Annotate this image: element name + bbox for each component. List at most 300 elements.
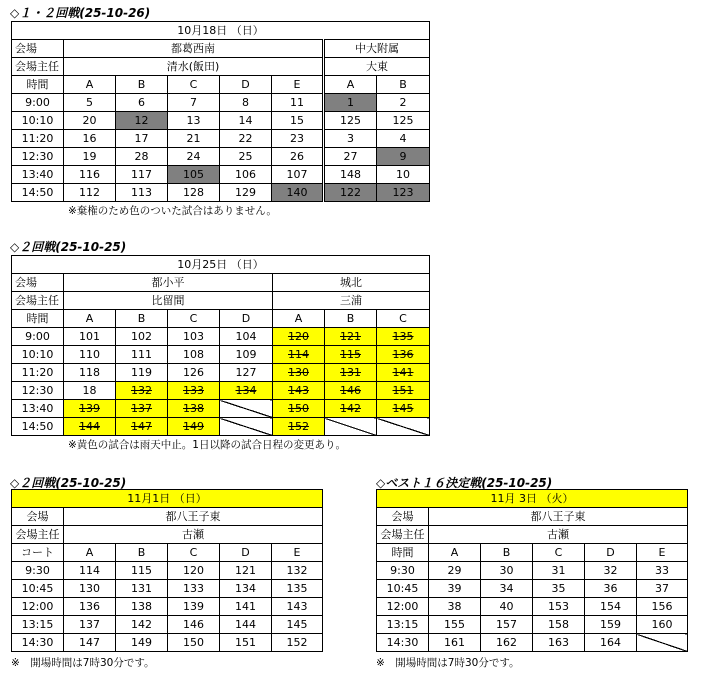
match-number: 20 [82, 113, 97, 127]
match-cell [64, 166, 116, 184]
host-name: 比留間 [64, 292, 273, 310]
match-cell [272, 598, 323, 616]
match-number: 136 [392, 347, 414, 361]
date-header: 10月18日 （日） [12, 22, 430, 40]
match-cell [168, 382, 220, 400]
match-cell [116, 400, 168, 418]
match-cell [116, 346, 168, 364]
time-cell: 9:30 [377, 562, 429, 580]
match-cell [220, 184, 272, 202]
match-number: 145 [392, 401, 414, 415]
match-number: 117 [131, 167, 152, 181]
table-row [12, 580, 323, 598]
court-header-label: コート [12, 544, 64, 562]
section-title: ◇２回戦(25-10-25) [10, 240, 127, 254]
match-cell [220, 166, 272, 184]
match-number: 163 [548, 635, 569, 649]
match-cell [481, 562, 533, 580]
host-name: 大東 [324, 58, 430, 76]
match-number: 9 [399, 149, 407, 163]
match-cell [64, 364, 116, 382]
venue-name: 都八王子東 [64, 508, 323, 526]
match-number: 33 [655, 563, 669, 577]
match-number: 38 [447, 599, 462, 613]
match-number: 15 [290, 113, 304, 127]
match-cell [116, 616, 168, 634]
empty-slot-cell [325, 418, 377, 436]
match-number: 146 [340, 383, 361, 397]
match-number: 7 [190, 95, 197, 109]
match-number: 134 [235, 581, 256, 595]
match-number: 118 [79, 365, 100, 379]
match-number: 136 [79, 599, 100, 613]
court-label: B [481, 544, 533, 562]
match-number: 19 [82, 149, 97, 163]
table-row [377, 616, 688, 634]
match-cell [377, 382, 430, 400]
match-number: 1 [347, 95, 354, 109]
match-number: 32 [603, 563, 618, 577]
match-number: 27 [343, 149, 358, 163]
court-label: C [533, 544, 585, 562]
table-row [12, 148, 430, 166]
match-number: 125 [340, 113, 361, 127]
match-cell [168, 346, 220, 364]
match-cell [168, 580, 220, 598]
match-cell [637, 580, 688, 598]
match-number: 111 [131, 347, 152, 361]
date-header: 11月1日 （日） [12, 490, 323, 508]
match-cell [533, 634, 585, 652]
match-cell [116, 148, 168, 166]
time-cell: 14:30 [12, 634, 64, 652]
match-cell [325, 364, 377, 382]
match-cell [116, 328, 168, 346]
match-cell [481, 634, 533, 652]
match-cell [116, 130, 168, 148]
time-cell: 14:50 [12, 418, 64, 436]
court-label: C [168, 310, 220, 328]
match-cell [116, 184, 168, 202]
host-name: 清水(飯田) [64, 58, 324, 76]
match-number: 138 [183, 401, 204, 415]
match-number: 115 [131, 563, 152, 577]
empty-slot-cell [637, 634, 688, 652]
match-number: 138 [131, 599, 152, 613]
match-number: 31 [551, 563, 566, 577]
match-number: 39 [447, 581, 462, 595]
court-label: B [116, 76, 168, 94]
time-cell: 13:15 [12, 616, 64, 634]
match-number: 36 [603, 581, 618, 595]
match-number: 127 [235, 365, 257, 379]
time-label: 時間 [12, 310, 64, 328]
match-number: 18 [82, 383, 97, 397]
match-cell [377, 184, 430, 202]
match-cell [64, 94, 116, 112]
match-cell [168, 400, 220, 418]
match-cell [64, 328, 116, 346]
match-number: 156 [651, 599, 673, 613]
table-row [377, 562, 688, 580]
match-cell [64, 184, 116, 202]
match-number: 149 [183, 419, 204, 433]
match-cell [377, 94, 430, 112]
court-label: E [637, 544, 688, 562]
match-number: 23 [290, 131, 304, 145]
match-cell [324, 166, 377, 184]
court-label: B [377, 76, 430, 94]
match-cell [273, 418, 325, 436]
match-number: 141 [235, 599, 256, 613]
match-number: 121 [235, 563, 256, 577]
match-cell [325, 346, 377, 364]
match-cell [273, 364, 325, 382]
match-number: 123 [392, 185, 414, 199]
match-cell [377, 346, 430, 364]
match-number: 101 [79, 329, 100, 343]
match-cell [273, 382, 325, 400]
match-cell [324, 184, 377, 202]
match-number: 135 [286, 581, 308, 595]
match-cell [272, 148, 324, 166]
match-cell [272, 562, 323, 580]
table-row [12, 418, 430, 436]
match-cell [220, 130, 272, 148]
match-cell [324, 130, 377, 148]
match-cell [64, 148, 116, 166]
match-number: 153 [548, 599, 569, 613]
match-cell [168, 94, 220, 112]
match-number: 132 [131, 383, 152, 397]
match-cell [116, 598, 168, 616]
match-cell [272, 112, 324, 130]
match-number: 104 [235, 329, 257, 343]
match-cell [220, 148, 272, 166]
table-row [12, 346, 430, 364]
match-number: 34 [499, 581, 514, 595]
match-number: 151 [235, 635, 256, 649]
match-number: 108 [183, 347, 204, 361]
match-number: 12 [134, 113, 149, 127]
match-number: 126 [183, 365, 204, 379]
match-number: 139 [79, 401, 100, 415]
match-cell [325, 382, 377, 400]
match-number: 133 [183, 383, 204, 397]
match-cell [324, 94, 377, 112]
match-number: 121 [340, 329, 361, 343]
match-cell [168, 634, 220, 652]
schedule-table-nov1 [11, 489, 323, 652]
time-cell: 13:15 [377, 616, 429, 634]
match-cell [272, 634, 323, 652]
match-cell [585, 616, 637, 634]
host-label: 会場主任 [12, 58, 64, 76]
match-number: 142 [131, 617, 152, 631]
empty-slot-cell [377, 418, 430, 436]
match-number: 154 [600, 599, 621, 613]
table-row [12, 130, 430, 148]
match-cell [64, 130, 116, 148]
match-number: 3 [347, 131, 354, 145]
time-cell: 11:20 [12, 364, 64, 382]
match-cell [273, 328, 325, 346]
match-cell [585, 580, 637, 598]
time-cell: 12:00 [12, 598, 64, 616]
match-cell [64, 382, 116, 400]
match-number: 21 [186, 131, 201, 145]
match-cell [116, 562, 168, 580]
match-cell [168, 364, 220, 382]
match-number: 144 [235, 617, 256, 631]
venue-label: 会場 [12, 274, 64, 292]
time-cell: 13:40 [12, 166, 64, 184]
time-cell: 10:10 [12, 346, 64, 364]
table-row [12, 382, 430, 400]
match-number: 40 [499, 599, 514, 613]
court-label: D [220, 76, 272, 94]
match-number: 143 [288, 383, 309, 397]
table-row [12, 400, 430, 418]
match-number: 147 [131, 419, 152, 433]
match-cell [64, 598, 116, 616]
schedule-table-best16 [376, 489, 688, 652]
match-number: 11 [290, 95, 304, 109]
time-cell: 10:45 [12, 580, 64, 598]
court-label: D [220, 310, 273, 328]
time-cell: 12:30 [12, 382, 64, 400]
match-cell [116, 166, 168, 184]
match-number: 162 [496, 635, 517, 649]
match-cell [168, 598, 220, 616]
court-label: E [272, 76, 324, 94]
match-cell [533, 580, 585, 598]
time-cell: 12:30 [12, 148, 64, 166]
table-row [12, 184, 430, 202]
court-label: B [325, 310, 377, 328]
section-title: ◇１・２回戦(25-10-26) [10, 6, 151, 20]
host-label: 会場主任 [12, 292, 64, 310]
match-number: 149 [131, 635, 152, 649]
match-number: 132 [286, 563, 308, 577]
court-label: C [168, 76, 220, 94]
match-cell [273, 400, 325, 418]
match-cell [168, 130, 220, 148]
match-number: 120 [288, 329, 309, 343]
match-number: 22 [238, 131, 253, 145]
match-number: 160 [651, 617, 673, 631]
time-cell: 13:40 [12, 400, 64, 418]
match-cell [377, 112, 430, 130]
empty-slot-cell [220, 418, 273, 436]
venue-name: 中大附属 [324, 40, 430, 58]
match-cell [272, 580, 323, 598]
court-label: A [273, 310, 325, 328]
match-number: 155 [444, 617, 465, 631]
match-number: 30 [499, 563, 514, 577]
match-number: 125 [392, 113, 414, 127]
venue-name: 都葛西南 [64, 40, 324, 58]
court-label: B [116, 544, 168, 562]
time-cell: 9:00 [12, 328, 64, 346]
match-number: 2 [399, 95, 407, 109]
match-cell [324, 112, 377, 130]
match-number: 147 [79, 635, 100, 649]
match-number: 139 [183, 599, 204, 613]
match-number: 107 [286, 167, 308, 181]
empty-slot-cell [220, 400, 273, 418]
match-cell [637, 562, 688, 580]
match-cell [116, 94, 168, 112]
table-row [12, 616, 323, 634]
match-cell [116, 112, 168, 130]
match-number: 114 [79, 563, 100, 577]
match-number: 145 [286, 617, 308, 631]
match-number: 133 [183, 581, 204, 595]
match-number: 113 [131, 185, 152, 199]
note: ※棄権のため色のついた試合はありません。 [68, 205, 277, 217]
match-number: 141 [392, 365, 414, 379]
host-label: 会場主任 [377, 526, 429, 544]
match-number: 119 [131, 365, 152, 379]
venue-label: 会場 [377, 508, 429, 526]
match-cell [220, 580, 272, 598]
match-number: 105 [183, 167, 204, 181]
table-row [12, 328, 430, 346]
match-number: 6 [138, 95, 145, 109]
match-number: 131 [131, 581, 152, 595]
match-number: 148 [340, 167, 361, 181]
match-number: 109 [235, 347, 257, 361]
match-cell [168, 562, 220, 580]
date-header: 11月 3日 （火） [377, 490, 688, 508]
match-cell [272, 94, 324, 112]
match-number: 106 [235, 167, 256, 181]
venue-label: 会場 [12, 40, 64, 58]
match-cell [168, 166, 220, 184]
match-number: 10 [396, 167, 410, 181]
court-label: A [64, 310, 116, 328]
time-label: 時間 [377, 544, 429, 562]
host-name: 古瀬 [429, 526, 688, 544]
match-number: 37 [655, 581, 669, 595]
match-cell [481, 580, 533, 598]
match-number: 102 [131, 329, 152, 343]
court-label: E [272, 544, 323, 562]
match-number: 5 [86, 95, 93, 109]
time-cell: 10:45 [377, 580, 429, 598]
venue-name: 都八王子東 [429, 508, 688, 526]
match-cell [116, 382, 168, 400]
match-cell [220, 328, 273, 346]
table-row [377, 580, 688, 598]
match-number: 115 [340, 347, 361, 361]
match-cell [220, 112, 272, 130]
match-number: 14 [238, 113, 253, 127]
match-number: 157 [496, 617, 517, 631]
match-cell [220, 616, 272, 634]
match-cell [533, 616, 585, 634]
match-cell [64, 616, 116, 634]
court-label: A [429, 544, 481, 562]
note: ※ 開場時間は7時30分です。 [11, 657, 155, 669]
match-number: 128 [183, 185, 204, 199]
match-cell [220, 364, 273, 382]
match-number: 150 [288, 401, 309, 415]
match-cell [481, 598, 533, 616]
court-label: A [64, 544, 116, 562]
match-cell [429, 616, 481, 634]
table-row [12, 112, 430, 130]
match-number: 4 [399, 131, 407, 145]
time-cell: 14:30 [377, 634, 429, 652]
match-number: 25 [238, 149, 253, 163]
match-number: 152 [286, 635, 308, 649]
court-label: D [220, 544, 272, 562]
match-number: 129 [235, 185, 256, 199]
match-cell [377, 364, 430, 382]
match-cell [429, 598, 481, 616]
host-name: 三浦 [273, 292, 430, 310]
match-cell [429, 580, 481, 598]
match-cell [220, 382, 273, 400]
match-cell [168, 112, 220, 130]
table-row [12, 562, 323, 580]
table-row [12, 166, 430, 184]
match-cell [64, 418, 116, 436]
match-cell [168, 184, 220, 202]
match-number: 144 [79, 419, 100, 433]
time-cell: 10:10 [12, 112, 64, 130]
table-row [12, 634, 323, 652]
match-number: 130 [288, 365, 309, 379]
match-number: 8 [242, 95, 249, 109]
match-cell [220, 346, 273, 364]
match-cell [325, 328, 377, 346]
section-title: ◇２回戦(25-10-25) [10, 476, 127, 490]
court-label: C [168, 544, 220, 562]
match-cell [377, 148, 430, 166]
match-cell [116, 418, 168, 436]
match-number: 35 [551, 581, 566, 595]
match-number: 17 [134, 131, 149, 145]
table-row [12, 598, 323, 616]
match-number: 13 [186, 113, 201, 127]
match-number: 26 [290, 149, 304, 163]
court-label: D [585, 544, 637, 562]
match-number: 140 [286, 185, 308, 199]
match-cell [585, 598, 637, 616]
host-label: 会場主任 [12, 526, 64, 544]
match-cell [116, 580, 168, 598]
match-cell [168, 148, 220, 166]
match-number: 158 [548, 617, 569, 631]
time-cell: 11:20 [12, 130, 64, 148]
match-number: 142 [340, 401, 361, 415]
match-cell [220, 94, 272, 112]
match-cell [220, 598, 272, 616]
match-cell [377, 130, 430, 148]
match-number: 103 [183, 329, 204, 343]
match-cell [220, 634, 272, 652]
match-number: 143 [286, 599, 308, 613]
match-cell [429, 562, 481, 580]
match-number: 28 [134, 149, 149, 163]
match-cell [220, 562, 272, 580]
match-number: 16 [82, 131, 97, 145]
match-cell [533, 598, 585, 616]
match-cell [272, 130, 324, 148]
